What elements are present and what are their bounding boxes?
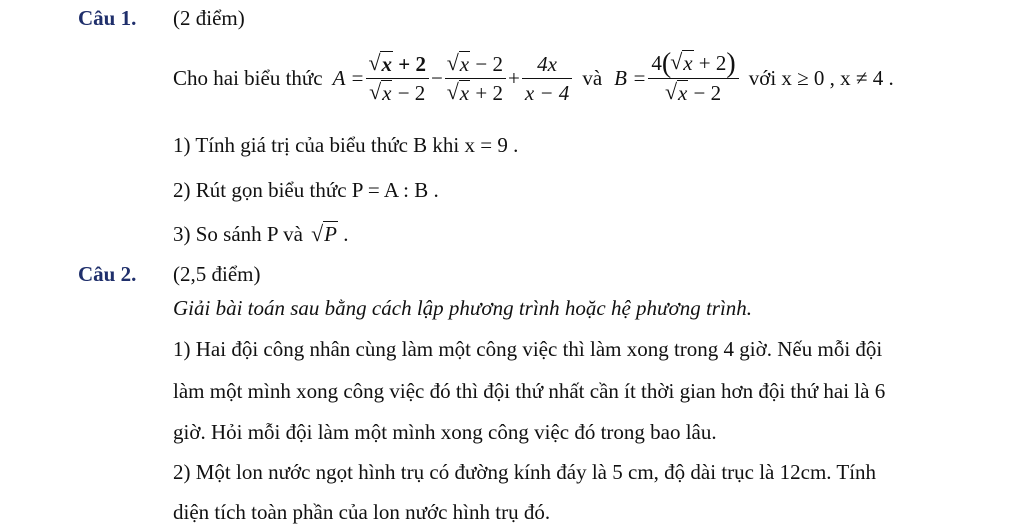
and-word: và — [582, 65, 603, 90]
fraction-term-2: √ x − 2 √ x + 2 — [445, 52, 506, 105]
question-1-item-3: 3) So sánh P và √ P . — [173, 222, 348, 247]
domain-condition: với x ≥ 0 , x ≠ 4 . — [748, 65, 894, 90]
intro-text: Cho hai biểu thức — [173, 65, 323, 90]
plus-operator: + — [507, 65, 520, 90]
question-2-part-1-line-2: làm một mình xong công việc đó thì đội thứ nhất cần ít thời gian hơn đội thứ hai là 6 — [173, 379, 886, 403]
fraction-b: 4(√ x + 2) √ x − 2 — [648, 51, 738, 105]
question-2-label: Câu 2. — [78, 262, 137, 286]
fraction-term-3: $\frac{4x}{x - 4}$ — [522, 52, 573, 105]
question-1-item-2: 2) Rút gọn biểu thức P = A : B . — [173, 178, 439, 202]
question-1-formula — [173, 50, 894, 106]
minus-operator: − — [430, 65, 443, 90]
question-2-part-1-line-1: 1) Hai đội công nhân cùng làm một công việc thì làm xong trong 4 giờ. Nếu mỗi đội — [173, 337, 883, 361]
question-2-part-2-line-1: 2) Một lon nước ngọt hình trụ có đường kính đáy là 5 cm, độ dài trục là 12cm. Tính — [173, 460, 877, 484]
question-2-part-2-line-2: diện tích toàn phần của lon nước hình trụ đó. — [173, 500, 551, 524]
fraction-term-1: √ x + 2 √ x − 2 — [366, 52, 428, 105]
b-lhs: B = — [614, 65, 647, 90]
a-lhs: A = — [332, 65, 365, 90]
question-1-item-1: 1) Tính giá trị của biểu thức B khi x = 9 . — [173, 133, 519, 157]
question-1-label: Câu 1. — [78, 6, 137, 30]
question-1-points: (2 điểm) — [173, 6, 245, 30]
question-2-instruction: Giải bài toán sau bằng cách lập phương trình hoặc hệ phương trình. — [173, 296, 753, 320]
question-2-part-1-line-3: giờ. Hỏi mỗi đội làm một mình xong công việc đó trong bao lâu. — [173, 420, 717, 444]
question-2-points: (2,5 điểm) — [173, 262, 261, 286]
